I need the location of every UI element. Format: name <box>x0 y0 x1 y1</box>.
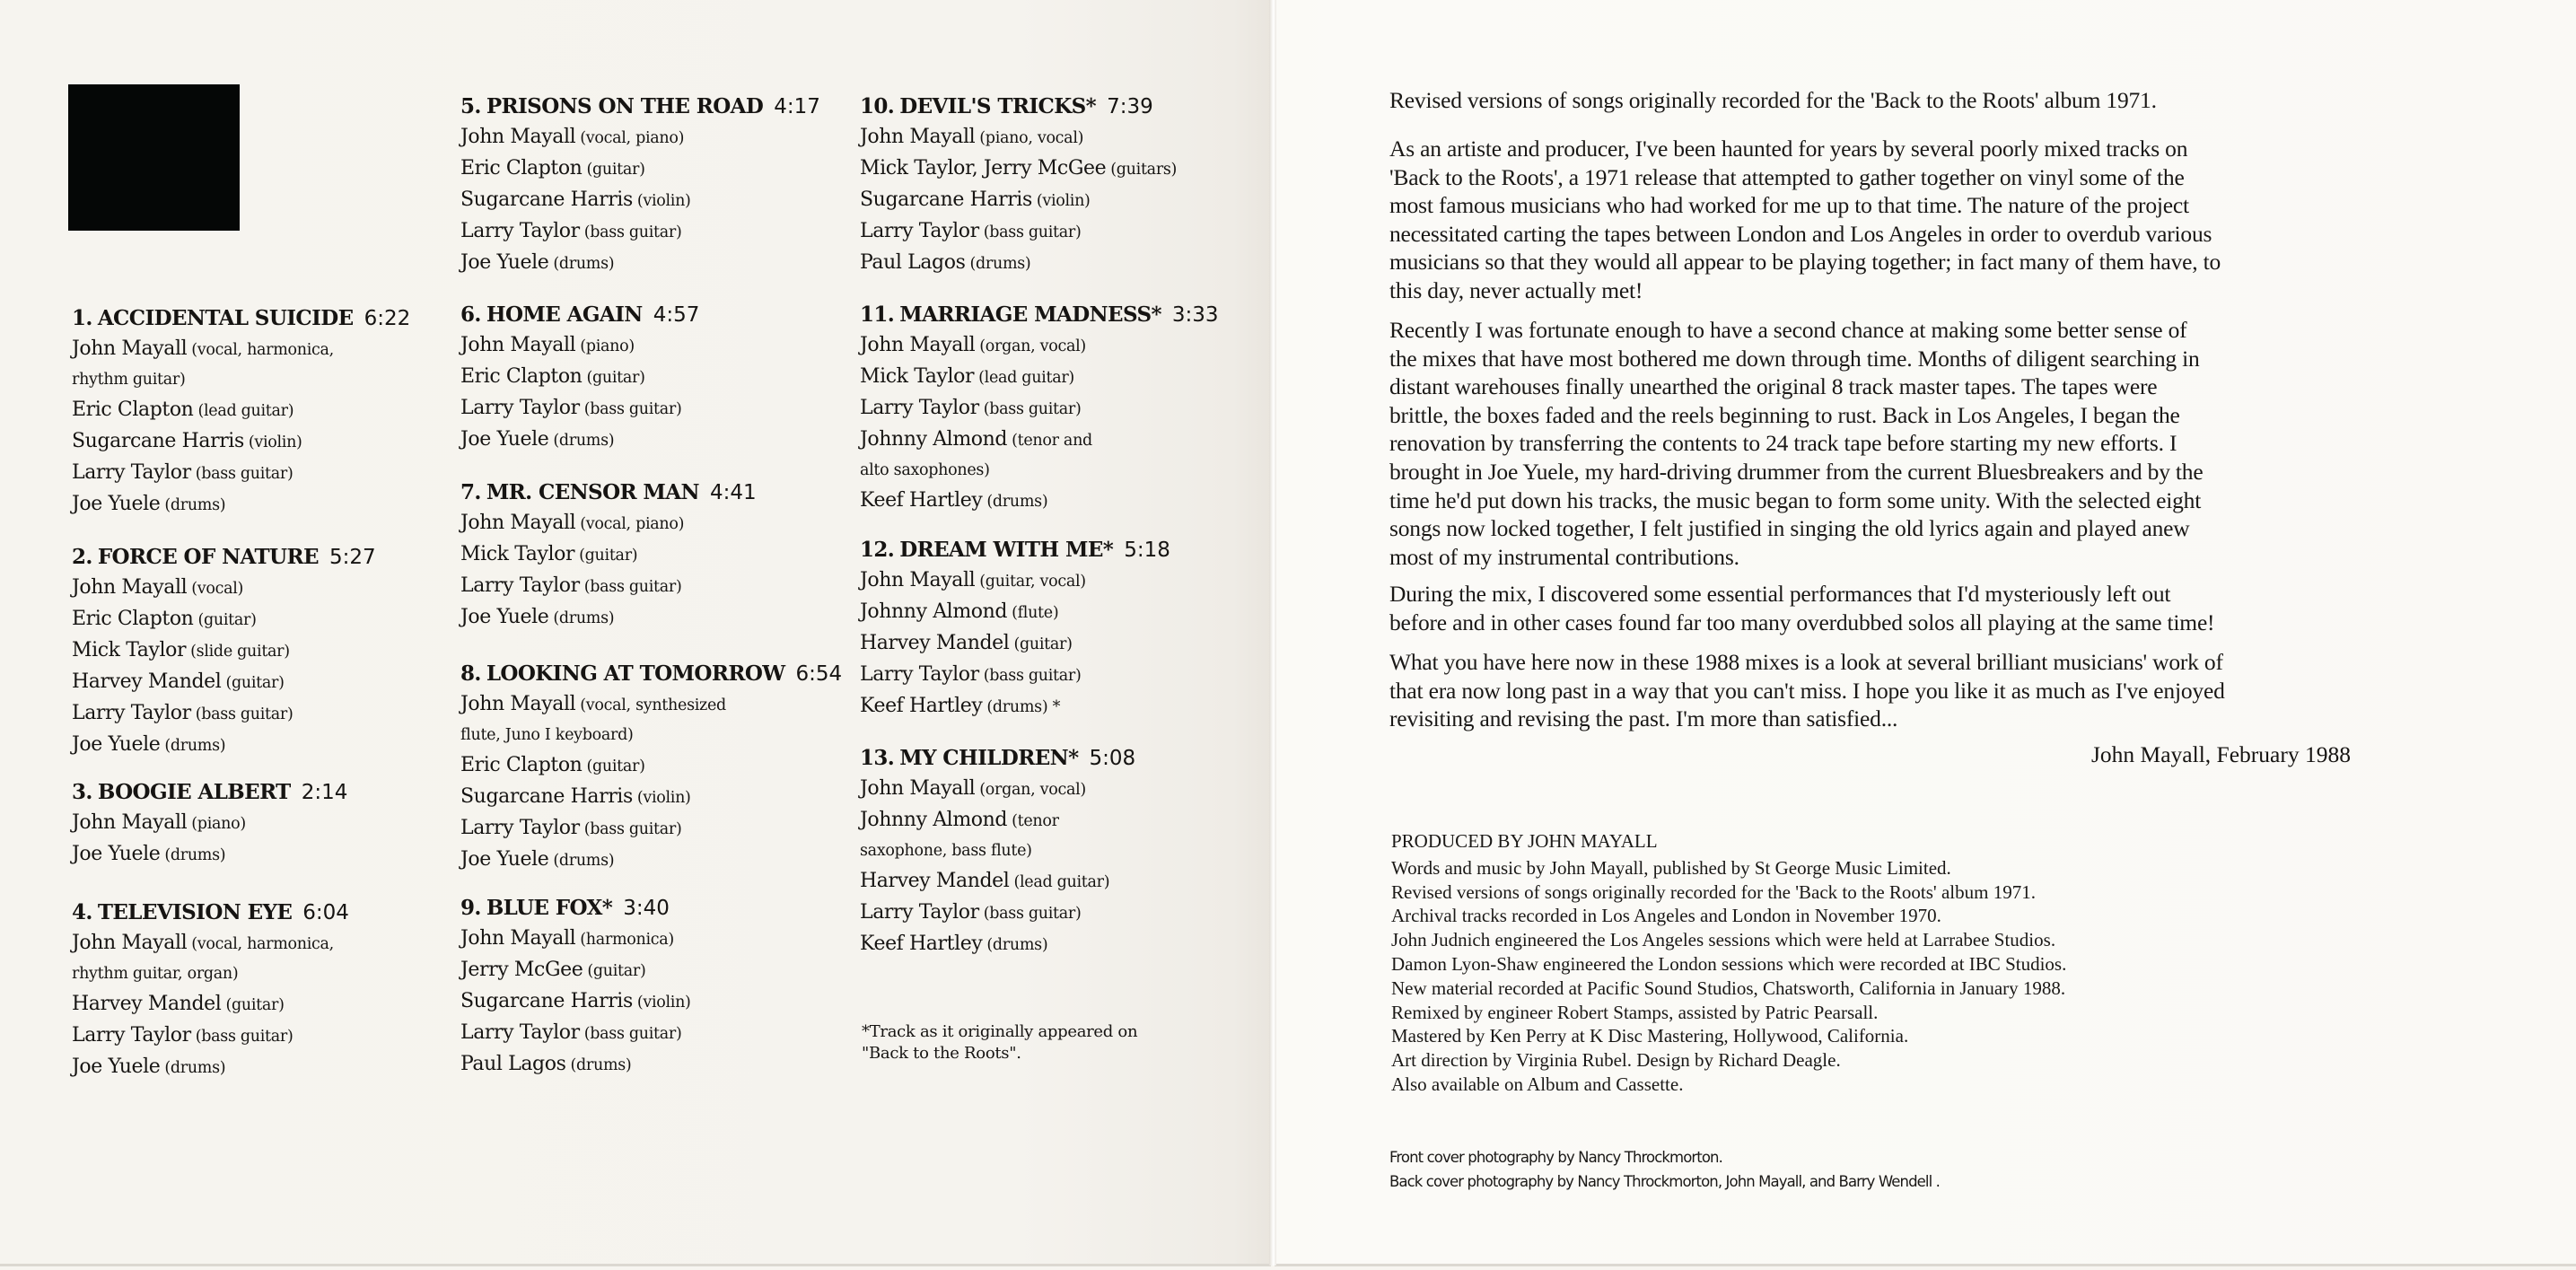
track-entry <box>460 659 842 876</box>
instrument: (guitar) <box>586 369 645 387</box>
instrument: (bass guitar) <box>583 400 682 418</box>
musician-name: John Mayall <box>460 334 576 356</box>
photo-credit-line: Back cover photography by Nancy Throckmorton, John Mayall, and Barry Wendell . <box>1389 1173 1940 1190</box>
credit-line <box>72 1052 349 1083</box>
track-name: HOME AGAIN <box>486 302 643 327</box>
instrument: (drums) <box>553 852 615 870</box>
production-credits <box>1391 829 2066 1097</box>
instrument: (drums) <box>164 1059 226 1077</box>
musician-name: John Mayall <box>860 126 976 148</box>
instrument-continuation: saxophone, bass flute) <box>860 842 1032 860</box>
track-duration: 6:04 <box>302 901 349 924</box>
instrument-continuation: flute, Juno I keyboard) <box>460 726 634 744</box>
credit-line <box>460 986 691 1018</box>
credit-line <box>460 1018 691 1049</box>
track-title <box>72 303 410 334</box>
credit-line <box>460 122 820 153</box>
instrument: (guitar) <box>587 962 646 980</box>
musician-name: Sugarcane Harris <box>860 188 1032 211</box>
paragraph-line: musicians so that they would all appear to be playing together; in fact many of them have, to <box>1389 249 2221 276</box>
credit-text-line: John Judnich engineered the Los Angeles sessions which were held at Larrabee Studios. <box>1391 929 2056 951</box>
track-number: 13. <box>860 746 895 770</box>
track-entry <box>72 777 347 871</box>
musician-name: Joe Yuele <box>460 606 549 628</box>
musician-name: Eric Clapton <box>72 399 194 421</box>
credit-line <box>460 153 820 185</box>
track-entry <box>860 300 1219 517</box>
musician-name: Larry Taylor <box>860 901 979 924</box>
track-entry <box>460 893 691 1081</box>
musician-name: Eric Clapton <box>72 608 194 630</box>
instrument: (vocal, piano) <box>580 515 685 533</box>
black-square-graphic <box>68 84 240 231</box>
musician-name: Eric Clapton <box>460 157 583 180</box>
footnote-line: "Back to the Roots". <box>862 1044 1021 1063</box>
footnote-line: *Track as it originally appeared on <box>862 1022 1138 1041</box>
instrument: (flute) <box>1012 604 1059 622</box>
instrument-continuation: alto saxophones) <box>860 461 990 479</box>
credit-line <box>860 362 1219 393</box>
instrument: (drums) <box>553 255 615 273</box>
musician-name: Larry Taylor <box>860 220 979 242</box>
instrument: (guitar) <box>225 996 285 1014</box>
instrument: (bass guitar) <box>195 705 294 723</box>
musician-name: Larry Taylor <box>460 817 580 839</box>
credit-line <box>860 565 1170 597</box>
track-number: 10. <box>860 94 895 118</box>
credit-line <box>460 508 757 539</box>
liner-paragraph <box>1389 316 2203 571</box>
track-title <box>72 777 347 808</box>
intro-text: Revised versions of songs originally recorded for the 'Back to the Roots' album 1971. <box>1389 87 2157 113</box>
musician-name: John Mayall <box>460 693 576 715</box>
paragraph-line: necessitated carting the tapes between London and Los Angeles in order to overdub various <box>1389 220 2212 247</box>
credit-line <box>460 955 691 986</box>
instrument: (drums) <box>553 609 615 627</box>
track-title <box>72 542 376 573</box>
instrument: (bass guitar) <box>983 667 1082 685</box>
track-number: 1. <box>72 306 92 330</box>
instrument: (organ, vocal) <box>979 781 1086 799</box>
track-entry <box>860 743 1135 960</box>
credit-text-line: Damon Lyon-Shaw engineered the London sessions which were recorded at IBC Studios. <box>1391 952 2067 975</box>
instrument: (drums) <box>969 255 1031 273</box>
track-duration: 7:39 <box>1107 95 1153 118</box>
instrument: (vocal, harmonica, <box>191 341 334 359</box>
track-title <box>460 659 842 689</box>
track-number: 4. <box>72 900 92 924</box>
paragraph-line: distant warehouses finally unearthed the original 8 track master tapes. The tapes were <box>1389 373 2158 400</box>
track-duration: 3:40 <box>623 897 670 920</box>
musician-name: Johnny Almond <box>860 428 1008 451</box>
musician-name: John Mayall <box>860 777 976 800</box>
credit-text-line: Mastered by Ken Perry at K Disc Mastering, Hollywood, California. <box>1391 1025 1909 1047</box>
paragraph-line: songs now locked together, I felt justified in singing the old lyrics again and played anew <box>1389 515 2190 542</box>
liner-paragraph <box>1389 135 2221 305</box>
musician-name: Johnny Almond <box>860 600 1008 623</box>
credit-line <box>860 248 1177 279</box>
credit-line <box>460 1049 691 1081</box>
booklet-fold <box>1269 0 1276 1266</box>
credit-line <box>860 628 1170 660</box>
credit-text-line: New material recorded at Pacific Sound Studios, Chatsworth, California in January 1988. <box>1391 977 2066 999</box>
instrument: (drums) <box>164 496 226 514</box>
paragraph-line: Recently I was fortunate enough to have a second chance at making some better sense of <box>1389 317 2187 343</box>
track-entry <box>72 303 410 521</box>
credit-line <box>72 730 376 761</box>
track-number: 11. <box>860 302 895 327</box>
track-name: PRISONS ON THE ROAD <box>486 94 764 118</box>
track-duration: 4:17 <box>774 95 820 118</box>
paragraph-line: As an artiste and producer, I've been haunted for years by several poorly mixed tracks on <box>1389 136 2188 162</box>
track-number: 12. <box>860 538 895 562</box>
track-number: 9. <box>460 896 481 920</box>
instrument: (bass guitar) <box>583 820 682 838</box>
paragraph-line: 'Back to the Roots', a 1971 release that attempted to gather together on vinyl some of the <box>1389 163 2185 190</box>
credit-text-line: Archival tracks recorded in Los Angeles and London in November 1970. <box>1391 905 1941 927</box>
musician-name: Harvey Mandel <box>72 670 222 693</box>
musician-name: Sugarcane Harris <box>460 785 633 808</box>
instrument: (guitar) <box>586 758 645 775</box>
credit-line <box>460 813 842 845</box>
liner-paragraph <box>1389 648 2225 733</box>
track-number: 7. <box>460 480 481 504</box>
paragraph-line: time he'd put down his tracks, the music began to form some unity. With the selected eight <box>1389 486 2202 513</box>
instrument-continuation: rhythm guitar) <box>72 371 186 389</box>
intro-line <box>1389 86 2157 115</box>
credit-line <box>860 929 1135 960</box>
track-title <box>460 477 757 508</box>
paragraph-line: most famous musicians who had worked for me up to that time. The nature of the project <box>1389 192 2189 219</box>
credit-line <box>460 602 757 634</box>
musician-name: Larry Taylor <box>72 1024 191 1047</box>
musician-name: Mick Taylor, Jerry McGee <box>860 157 1107 180</box>
instrument: (guitar) <box>225 674 285 692</box>
credit-line <box>72 928 349 959</box>
track-entry <box>72 898 349 1083</box>
credit-line <box>72 395 410 426</box>
track-entry <box>72 542 376 761</box>
track-number: 8. <box>460 661 481 686</box>
musician-name: Joe Yuele <box>460 848 549 871</box>
instrument: (bass guitar) <box>583 1025 682 1043</box>
instrument: (vocal, harmonica, <box>191 935 334 953</box>
paragraph-line: brought in Joe Yuele, my hard-driving drummer from the current Bluesbreakers and by the <box>1389 458 2204 485</box>
instrument: (bass guitar) <box>195 1028 294 1046</box>
credit-line <box>860 597 1170 628</box>
credit-text-line: Also available on Album and Cassette. <box>1391 1073 1684 1095</box>
credit-line <box>860 774 1135 805</box>
musician-name: Paul Lagos <box>460 1053 566 1075</box>
instrument: (drums) <box>164 737 226 755</box>
credit-line <box>460 425 699 456</box>
instrument: (guitar) <box>1013 635 1073 653</box>
instrument: (piano) <box>580 337 635 355</box>
instrument: (drums) <box>164 846 226 864</box>
credit-line <box>860 866 1135 898</box>
photo-credit-line: Front cover photography by Nancy Throckmorton. <box>1389 1149 1722 1166</box>
credit-line <box>72 426 410 458</box>
credit-line <box>860 153 1177 185</box>
instrument: (piano) <box>191 815 246 833</box>
credit-line <box>860 330 1219 362</box>
track-name: DEVIL'S TRICKS* <box>899 94 1097 118</box>
musician-name: John Mayall <box>460 927 576 950</box>
musician-name: Johnny Almond <box>860 809 1008 831</box>
track-entry <box>460 477 757 634</box>
credit-line <box>72 839 347 871</box>
musician-name: Larry Taylor <box>460 397 580 419</box>
liner-paragraph <box>1389 580 2214 636</box>
credit-line <box>72 458 410 489</box>
instrument: (tenor and <box>1012 432 1092 450</box>
musician-name: John Mayall <box>72 811 188 834</box>
track-duration: 5:18 <box>1124 539 1170 562</box>
track-name: ACCIDENTAL SUICIDE <box>97 306 354 330</box>
instrument: (violin) <box>248 434 302 451</box>
credit-line <box>72 989 349 1020</box>
musician-name: John Mayall <box>860 334 976 356</box>
instrument-continuation: rhythm guitar, organ) <box>72 965 239 983</box>
credit-line <box>72 808 347 839</box>
musician-name: Joe Yuele <box>460 428 549 451</box>
track-name: MARRIAGE MADNESS* <box>899 302 1161 327</box>
musician-name: Paul Lagos <box>860 251 966 274</box>
paragraph-line: revisiting and revising the past. I'm more than satisfied... <box>1389 705 1898 732</box>
musician-name: John Mayall <box>72 337 188 360</box>
musician-name: Larry Taylor <box>72 461 191 484</box>
musician-name: Joe Yuele <box>72 1055 161 1078</box>
credit-line <box>460 362 699 393</box>
track-number: 3. <box>72 780 92 804</box>
instrument: (drums) <box>570 1056 632 1074</box>
paragraph-line: this day, never actually met! <box>1389 276 1643 303</box>
instrument: (vocal, piano) <box>580 129 685 147</box>
musician-name: John Mayall <box>72 932 188 954</box>
instrument: (drums) <box>986 493 1048 511</box>
track-title <box>860 300 1219 330</box>
track-number: 5. <box>460 94 481 118</box>
credit-line <box>460 393 699 425</box>
track-name: TELEVISION EYE <box>97 900 293 924</box>
credit-line <box>460 571 757 602</box>
paragraph-line: most of my instrumental contributions. <box>1389 543 1739 570</box>
instrument: (slide guitar) <box>190 643 290 661</box>
instrument: (bass guitar) <box>983 223 1082 241</box>
instrument: (guitar) <box>579 547 638 565</box>
musician-name: John Mayall <box>72 576 188 599</box>
paragraph-line: brittle, the boxes faded and the reels beginning to rust. Back in Los Angeles, I began the <box>1389 401 2180 428</box>
musician-name: Larry Taylor <box>860 397 979 419</box>
musician-name: Larry Taylor <box>460 574 580 597</box>
musician-name: Joe Yuele <box>72 493 161 515</box>
instrument: (guitar) <box>586 161 645 179</box>
track-duration: 6:54 <box>795 662 843 686</box>
track-title <box>860 92 1177 122</box>
credit-line <box>460 185 820 216</box>
musician-name: Harvey Mandel <box>72 993 222 1015</box>
musician-name: Larry Taylor <box>460 1021 580 1044</box>
instrument: (drums) <box>986 936 1048 954</box>
instrument: (harmonica) <box>580 931 674 949</box>
credit-line <box>460 216 820 248</box>
instrument: (lead guitar) <box>197 402 294 420</box>
instrument: (vocal, synthesized <box>580 696 726 714</box>
musician-name: Eric Clapton <box>460 365 583 388</box>
instrument: (guitars) <box>1110 161 1178 179</box>
instrument: (drums) <box>553 432 615 450</box>
track-entry <box>460 92 820 279</box>
track-name: BLUE FOX* <box>486 896 613 920</box>
credit-line <box>860 486 1219 517</box>
footnote <box>862 1021 1137 1064</box>
credit-line <box>860 425 1219 456</box>
paragraph-line: During the mix, I discovered some essential performances that I'd mysteriously left out <box>1389 581 2171 607</box>
credit-line <box>72 1020 349 1052</box>
musician-name: Mick Taylor <box>860 365 975 388</box>
track-name: LOOKING AT TOMORROW <box>486 661 785 686</box>
credit-line <box>72 334 410 365</box>
credit-line <box>72 573 376 604</box>
musician-name: Joe Yuele <box>72 843 161 865</box>
track-name: DREAM WITH ME* <box>899 538 1114 562</box>
musician-name: John Mayall <box>860 569 976 591</box>
musician-name: Harvey Mandel <box>860 870 1010 892</box>
track-number: 2. <box>72 545 92 569</box>
musician-name: Harvey Mandel <box>860 632 1010 654</box>
credit-text-line: Remixed by engineer Robert Stamps, assisted by Patric Pearsall. <box>1391 1001 1879 1023</box>
track-name: BOOGIE ALBERT <box>97 780 291 804</box>
instrument: (bass guitar) <box>195 465 294 483</box>
instrument: (bass guitar) <box>583 223 682 241</box>
credit-line <box>72 698 376 730</box>
track-title <box>72 898 349 928</box>
track-entry <box>460 300 699 456</box>
musician-name: Sugarcane Harris <box>460 188 633 211</box>
instrument: (vocal) <box>191 580 244 598</box>
musician-name: Larry Taylor <box>860 663 979 686</box>
musician-name: Sugarcane Harris <box>72 430 244 452</box>
musician-name: Keef Hartley <box>860 489 983 512</box>
paragraph-line: the mixes that have most bothered me down through time. Months of diligent searching in <box>1389 345 2200 372</box>
instrument: (bass guitar) <box>983 905 1082 923</box>
credit-text-line: Words and music by John Mayall, published by St George Music Limited. <box>1391 856 1951 879</box>
instrument: (bass guitar) <box>983 400 1082 418</box>
track-title <box>860 743 1135 774</box>
credit-text-line: Revised versions of songs originally recorded for the 'Back to the Roots' album 1971. <box>1391 880 2036 903</box>
instrument: (piano, vocal) <box>979 129 1084 147</box>
track-title <box>460 893 691 924</box>
credit-line <box>72 604 376 635</box>
track-name: MR. CENSOR MAN <box>486 480 699 504</box>
photo-credits <box>1389 1145 1940 1194</box>
musician-name: Larry Taylor <box>72 702 191 724</box>
credit-line <box>460 539 757 571</box>
credit-line <box>72 489 410 521</box>
track-duration: 4:41 <box>709 481 757 504</box>
instrument: (violin) <box>636 789 691 807</box>
credit-line <box>460 782 842 813</box>
track-number: 6. <box>460 302 481 327</box>
instrument: (tenor <box>1012 812 1059 830</box>
musician-name: Joe Yuele <box>460 251 549 274</box>
credit-line <box>72 635 376 667</box>
paragraph-line: that era now long past in a way that you can't miss. I hope you like it as much as I've enjoyed <box>1389 677 2225 704</box>
instrument: (organ, vocal) <box>979 337 1086 355</box>
credit-line <box>860 216 1177 248</box>
musician-name: Mick Taylor <box>460 543 575 565</box>
track-title <box>860 535 1170 565</box>
musician-name: Keef Hartley <box>860 695 983 717</box>
instrument: (violin) <box>636 994 691 1012</box>
signature: John Mayall, February 1988 <box>2091 741 2351 767</box>
credit-text-line: Art direction by Virginia Rubel. Design by Richard Deagle. <box>1391 1049 1841 1072</box>
track-name: MY CHILDREN* <box>899 746 1079 770</box>
track-duration: 6:22 <box>364 307 411 330</box>
track-duration: 2:14 <box>301 781 348 804</box>
track-duration: 5:27 <box>329 546 376 569</box>
musician-name: Joe Yuele <box>72 733 161 756</box>
credit-line <box>460 689 842 721</box>
instrument: (violin) <box>1036 192 1091 210</box>
credit-line <box>460 248 820 279</box>
credit-line <box>460 750 842 782</box>
instrument: (guitar, vocal) <box>979 573 1086 591</box>
paragraph-line: What you have here now in these 1988 mixes is a look at several brilliant musicians' work of <box>1389 649 2223 675</box>
instrument: (drums) * <box>986 698 1061 716</box>
instrument: (bass guitar) <box>583 578 682 596</box>
track-title <box>460 92 820 122</box>
musician-name: Mick Taylor <box>72 639 187 661</box>
track-duration: 5:08 <box>1089 747 1136 770</box>
musician-name: Sugarcane Harris <box>460 990 633 1012</box>
track-title <box>460 300 699 330</box>
paragraph-line: renovation by transferring the contents to 24 track tape before starting my new efforts. I <box>1389 430 2177 457</box>
credit-line <box>860 898 1135 929</box>
paragraph-line: before and in other cases found far too many overdubbed solos all playing at the same time! <box>1389 609 2215 635</box>
credit-line <box>460 924 691 955</box>
track-name: FORCE OF NATURE <box>97 545 319 569</box>
track-duration: 4:57 <box>653 303 700 327</box>
musician-name: Jerry McGee <box>460 959 583 981</box>
credit-line <box>860 122 1177 153</box>
credit-line <box>460 845 842 876</box>
musician-name: Eric Clapton <box>460 754 583 776</box>
credit-line <box>860 185 1177 216</box>
instrument: (violin) <box>636 192 691 210</box>
instrument: (lead guitar) <box>1013 873 1110 891</box>
track-entry <box>860 535 1170 723</box>
credit-line <box>72 667 376 698</box>
instrument: (lead guitar) <box>978 369 1074 387</box>
instrument: (guitar) <box>197 611 257 629</box>
musician-name: Larry Taylor <box>460 220 580 242</box>
credits-header: PRODUCED BY JOHN MAYALL <box>1391 830 1658 852</box>
credit-line <box>860 805 1135 836</box>
musician-name: John Mayall <box>460 126 576 148</box>
musician-name: John Mayall <box>460 512 576 534</box>
credit-line <box>460 330 699 362</box>
credit-line <box>860 691 1170 723</box>
credit-line <box>860 660 1170 691</box>
track-duration: 3:33 <box>1171 303 1219 327</box>
track-entry <box>860 92 1177 279</box>
credit-line <box>860 393 1219 425</box>
musician-name: Keef Hartley <box>860 933 983 955</box>
